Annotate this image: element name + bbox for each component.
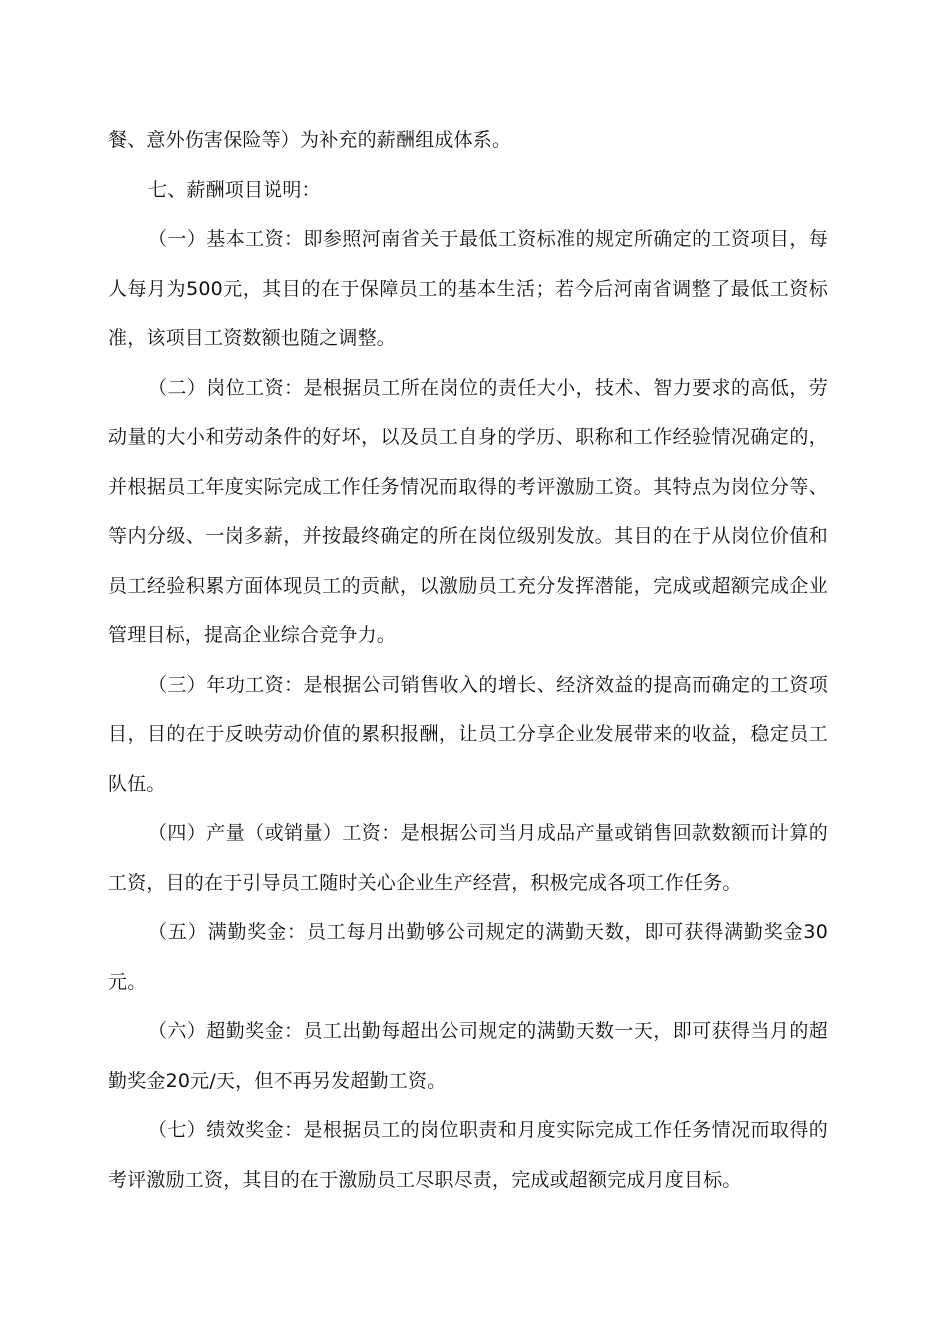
paragraph-overtime-attendance-bonus: （六）超勤奖金：员工出勤每超出公司规定的满勤天数一天，即可获得当月的超勤奖金20元/天，但不再另发超勤工资。 (108, 1020, 828, 1092)
section-heading: 七、薪酬项目说明： (148, 178, 321, 201)
paragraph-basic-wage: （一）基本工资：即参照河南省关于最低工资标准的规定所确定的工资项目，每人每月为500元，其目的在于保障员工的基本生活；若今后河南省调整了最低工资标准，该项目工资数额也随之调整。 (108, 228, 828, 349)
document-body (108, 116, 828, 1205)
paragraph-position-wage: （二）岗位工资：是根据员工所在岗位的责任大小，技术、智力要求的高低，劳动量的大小和劳动条件的好坏，以及员工自身的学历、职称和工作经验情况确定的，并根据员工年度实际完成工作任务情况而取得的考评激励工资。其特点为岗位分等、等内分级、一岗多薪，并按最终确定的所在岗位级别发放。其目的在于从岗位价值和员工经验积累方面体现员工的贡献，以激励员工充分发挥潜能，完成或超额完成企业管理目标，提高企业综合竞争力。 (108, 376, 828, 646)
paragraph-performance-bonus: （七）绩效奖金：是根据员工的岗位职责和月度实际完成工作任务情况而取得的考评激励工资，其目的在于激励员工尽职尽责，完成或超额完成月度目标。 (108, 1119, 828, 1191)
paragraph-full-attendance-bonus: （五）满勤奖金：员工每月出勤够公司规定的满勤天数，即可获得满勤奖金30元。 (108, 921, 828, 993)
paragraph-output-wage: （四）产量（或销量）工资：是根据公司当月成品产量或销售回款数额而计算的工资，目的在于引导员工随时关心企业生产经营，积极完成各项工作任务。 (108, 822, 828, 894)
continuation-text: 餐、意外伤害保险等）为补充的薪酬组成体系。 (108, 129, 512, 151)
paragraph-seniority-wage: （三）年功工资：是根据公司销售收入的增长、经济效益的提高而确定的工资项目，目的在于反映劳动价值的累积报酬，让员工分享企业发展带来的收益，稳定员工队伍。 (108, 673, 828, 795)
